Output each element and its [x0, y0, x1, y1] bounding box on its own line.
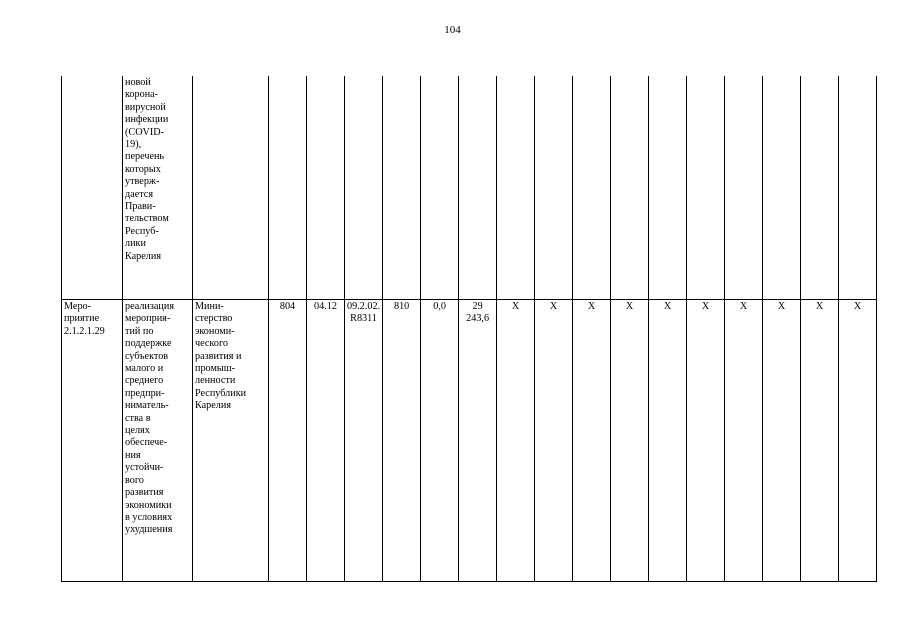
- cell-rzpr: 04.12: [307, 300, 345, 582]
- cell-mark: X: [725, 300, 763, 582]
- cell-mark: [839, 76, 877, 300]
- cell-value-2: [459, 76, 497, 300]
- page-number: 104: [444, 24, 461, 36]
- cell-value-1: 0,0: [421, 300, 459, 582]
- cell-mark: X: [497, 300, 535, 582]
- cell-vr: 810: [383, 300, 421, 582]
- cell-value-2: 29 243,6: [459, 300, 497, 582]
- cell-mark: [497, 76, 535, 300]
- cell-mark: X: [535, 300, 573, 582]
- cell-mark: [611, 76, 649, 300]
- cell-mark: [573, 76, 611, 300]
- cell-code: [62, 76, 123, 300]
- cell-description: новой корона- вирусной инфекции (COVID- 19), перечень которых утверж- дается Прави- тельством Респуб- лики Карелия: [123, 76, 193, 300]
- cell-mark: X: [611, 300, 649, 582]
- cell-vr: [383, 76, 421, 300]
- cell-mark: X: [649, 300, 687, 582]
- table-row-continuation: [62, 76, 877, 300]
- cell-csr: 09.2.02. R8311: [345, 300, 383, 582]
- table-row-event: [62, 300, 877, 582]
- budget-table: [61, 76, 877, 582]
- cell-mark: X: [763, 300, 801, 582]
- cell-mark: X: [839, 300, 877, 582]
- cell-mark: [801, 76, 839, 300]
- cell-executor: Мини- стерство экономи- ческого развития и промыш- ленности Республики Карелия: [193, 300, 269, 582]
- cell-code: Меро- приятие 2.1.2.1.29: [62, 300, 123, 582]
- cell-mark: X: [687, 300, 725, 582]
- cell-mark: [763, 76, 801, 300]
- cell-mark: X: [801, 300, 839, 582]
- cell-description: реализация мероприя- тий по поддержке субъектов малого и среднего предпри- ниматель- ства в целях обеспече- ния устойчи- вого развития экономики в условиях ухудшения: [123, 300, 193, 582]
- cell-mark: X: [573, 300, 611, 582]
- cell-mark: [725, 76, 763, 300]
- cell-value-1: [421, 76, 459, 300]
- cell-mark: [687, 76, 725, 300]
- cell-grbs: 804: [269, 300, 307, 582]
- cell-csr: [345, 76, 383, 300]
- cell-mark: [535, 76, 573, 300]
- cell-grbs: [269, 76, 307, 300]
- cell-executor: [193, 76, 269, 300]
- cell-mark: [649, 76, 687, 300]
- cell-rzpr: [307, 76, 345, 300]
